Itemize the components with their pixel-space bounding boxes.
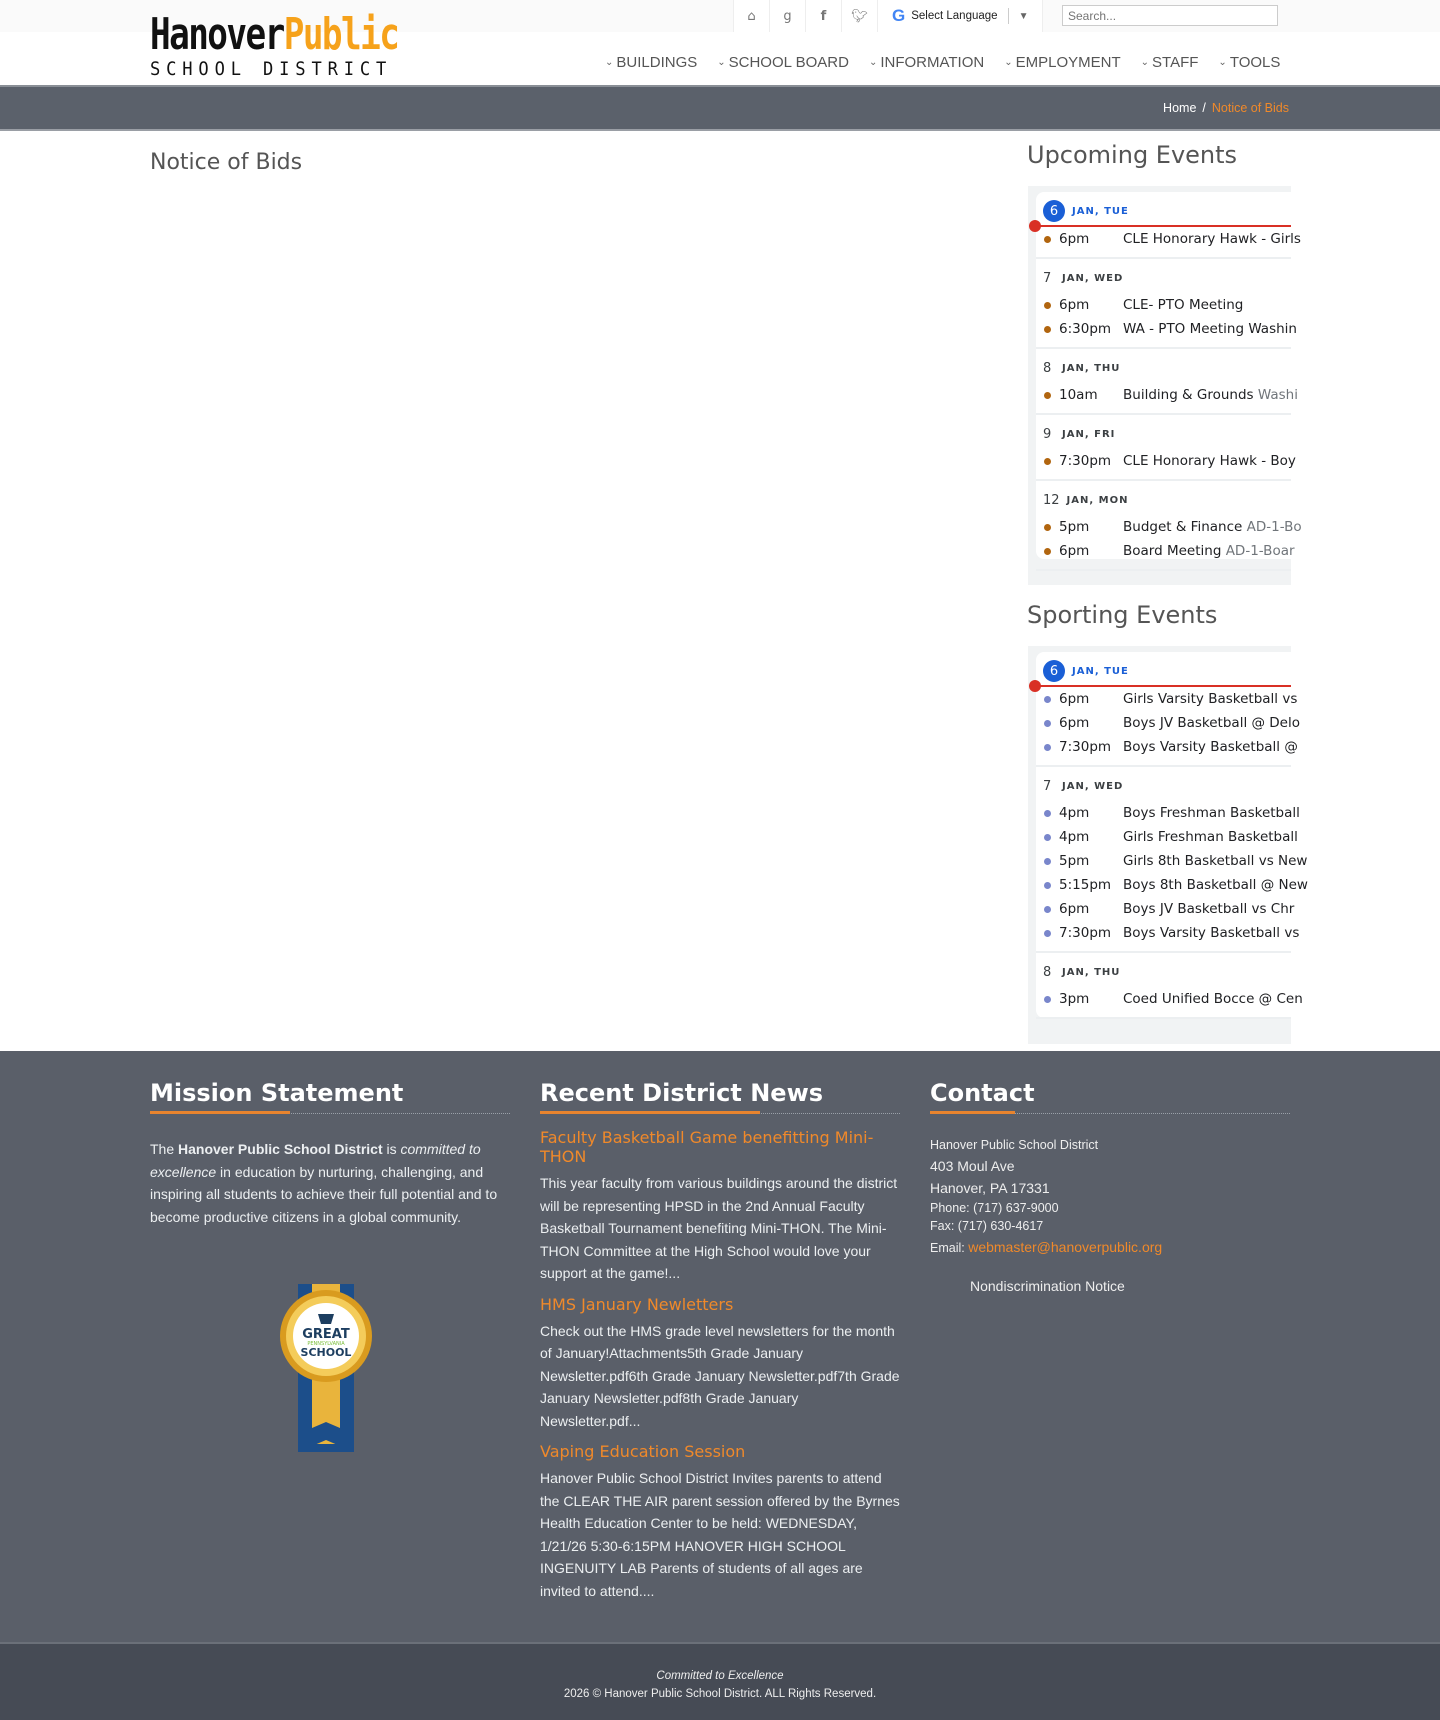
news-item-body: This year faculty from various buildings around the district will be representing HPSD in the 2nd Annual Faculty Basketball Tournament benefiting Mini-THON. The Mini-THON Committee at the High School would love your support at the game!... (540, 1175, 898, 1281)
event-name: CLE Honorary Hawk - Girls (1123, 231, 1301, 247)
nav-label: STAFF (1152, 54, 1199, 71)
event-name: Building & Grounds (1123, 387, 1254, 403)
event-name: Boys JV Basketball vs Chr (1123, 901, 1295, 917)
search-input[interactable] (1062, 5, 1278, 26)
event-time: 6pm (1059, 231, 1090, 247)
event-time: 7:30pm (1059, 925, 1112, 941)
calendar-event[interactable] (1036, 873, 1308, 897)
calendar-event[interactable] (1036, 515, 1302, 539)
mission-section (150, 1079, 510, 1359)
copyright: 2026 © Hanover Public School District. ALL Rights Reserved. (563, 1688, 877, 1700)
calendar-event[interactable] (1036, 801, 1300, 825)
nav-buildings[interactable] (605, 54, 697, 71)
calendar-day (1036, 259, 1297, 349)
event-location: Washi (1253, 387, 1298, 403)
event-dot-icon (1044, 810, 1051, 817)
event-time: 6pm (1059, 297, 1090, 313)
event-name: Boys Varsity Basketball @ (1123, 739, 1298, 755)
nav-label: BUILDINGS (616, 54, 698, 71)
calendar-day (1036, 415, 1296, 481)
contact-heading: Contact (930, 1079, 1290, 1114)
breadcrumb-bar (0, 85, 1440, 131)
calendar-event[interactable] (1036, 711, 1300, 735)
event-time: 4pm (1059, 829, 1090, 845)
event-dot-icon (1044, 458, 1051, 465)
current-time-indicator (1036, 225, 1291, 227)
event-dot-icon (1044, 696, 1051, 703)
contact-section (930, 1079, 1290, 1296)
calendar-day (1036, 481, 1302, 571)
main-nav (605, 54, 1280, 71)
utility-bar (733, 0, 1043, 32)
logo-subtitle: SCHOOL DISTRICT (150, 58, 393, 80)
calendar-event[interactable] (1036, 849, 1308, 873)
chevron-down-icon: ⌄ (868, 57, 878, 68)
divider (1008, 8, 1009, 24)
nondiscrimination-link[interactable]: Nondiscrimination Notice (970, 1278, 1125, 1294)
event-time: 10am (1059, 387, 1098, 403)
calendar-event[interactable] (1036, 383, 1298, 407)
event-dot-icon (1044, 236, 1051, 243)
twitter-icon[interactable]: 🐦︎ (842, 0, 878, 32)
dropdown-arrow-icon: ▼ (1018, 10, 1029, 22)
nav-tools[interactable] (1218, 54, 1280, 71)
event-name: Boys Freshman Basketball (1123, 805, 1300, 821)
day-number: 9 (1043, 426, 1052, 442)
breadcrumb-separator: / (1202, 101, 1206, 115)
sporting-events-heading: Sporting Events (1027, 601, 1218, 629)
calendar-event[interactable] (1036, 687, 1298, 711)
page-title: Notice of Bids (150, 150, 303, 175)
nav-label: EMPLOYMENT (1015, 54, 1121, 71)
current-time-indicator (1036, 685, 1291, 687)
calendar-card (1036, 652, 1308, 1018)
footer (0, 1051, 1440, 1642)
day-label: JAN, MON (1066, 494, 1129, 506)
event-dot-icon (1044, 326, 1051, 333)
upcoming-events-calendar[interactable] (1028, 186, 1302, 585)
calendar-day (1036, 192, 1301, 259)
calendar-card (1036, 192, 1302, 559)
upcoming-events-heading: Upcoming Events (1027, 141, 1238, 169)
district-name: Hanover Public School District (178, 1141, 383, 1157)
calendar-day (1036, 953, 1303, 1019)
event-dot-icon (1044, 302, 1051, 309)
copyright-bar (0, 1642, 1440, 1720)
news-item-body: Check out the HMS grade level newsletters for the month of January!Attachments5th Grade January Newsletter.pdf6th Grade January Newsletter.pdf7th Grade January Newsletter.pdf8th Grade January Newsletter.pdf... (540, 1322, 900, 1429)
day-label: JAN, THU (1062, 966, 1121, 978)
event-name: CLE- PTO Meeting (1123, 297, 1244, 313)
mission-heading: Mission Statement (150, 1079, 510, 1114)
language-label: Select Language (911, 10, 998, 22)
badge-line3: SCHOOL (300, 1346, 352, 1359)
contact-phone: Phone: (717) 637-9000 (930, 1200, 1059, 1215)
event-name: Coed Unified Bocce @ Cen (1123, 991, 1303, 1007)
contact-email-link[interactable]: webmaster@hanoverpublic.org (968, 1238, 1163, 1255)
event-time: 5:15pm (1059, 877, 1112, 893)
event-name: CLE Honorary Hawk - Boy (1123, 453, 1296, 469)
logo-word-hanover: Hanover (150, 9, 284, 60)
contact-org: Hanover Public School District (930, 1138, 1099, 1152)
event-time: 6:30pm (1059, 321, 1112, 337)
google-icon: G (892, 6, 906, 25)
day-number: 12 (1043, 492, 1060, 508)
text: is (382, 1141, 401, 1157)
event-time: 3pm (1059, 991, 1090, 1007)
day-label: JAN, WED (1062, 780, 1124, 792)
breadcrumb-home[interactable]: Home (1163, 101, 1197, 115)
calendar-event[interactable] (1036, 825, 1298, 849)
day-header (1036, 200, 1291, 222)
language-select[interactable] (878, 0, 1043, 32)
email-label: Email: (930, 1240, 969, 1255)
event-dot-icon (1044, 930, 1051, 937)
news-item-title[interactable]: HMS January Newletters (540, 1294, 734, 1314)
facebook-icon[interactable]: f (806, 0, 842, 32)
badge-line2: PENNSYLVANIA (307, 1341, 345, 1347)
day-number: 6 (1043, 200, 1065, 222)
nav-label: TOOLS (1229, 54, 1281, 71)
sporting-events-calendar[interactable] (1028, 646, 1308, 1044)
day-header (1036, 775, 1291, 797)
event-time: 6pm (1059, 715, 1090, 731)
news-item-title[interactable]: Faculty Basketball Game benefitting Mini-THON (540, 1128, 874, 1166)
nav-staff[interactable] (1141, 54, 1199, 71)
nav-label: SCHOOL BOARD (728, 54, 849, 71)
event-time: 6pm (1059, 691, 1090, 707)
calendar-event[interactable] (1036, 449, 1296, 473)
event-time: 5pm (1059, 853, 1090, 869)
day-header (1036, 357, 1291, 379)
contact-address-1[interactable]: 403 Moul Ave (930, 1157, 1015, 1174)
tagline: Committed to Excellence (656, 1670, 784, 1682)
event-name: Girls 8th Basketball vs New (1123, 853, 1308, 869)
nav-information[interactable] (869, 54, 984, 71)
calendar-event[interactable] (1036, 987, 1303, 1011)
emphasis: committed to excellence (150, 1141, 481, 1180)
event-name: Board Meeting (1123, 543, 1222, 559)
calendar-day (1036, 652, 1300, 767)
event-dot-icon (1044, 996, 1051, 1003)
logo[interactable] (150, 9, 402, 80)
event-dot-icon (1044, 744, 1051, 751)
chevron-down-icon: ⌄ (1004, 57, 1013, 68)
day-header (1036, 267, 1291, 289)
event-name: Boys JV Basketball @ Delo (1123, 715, 1300, 731)
event-name: Girls Varsity Basketball vs (1123, 691, 1298, 707)
news-heading: Recent District News (540, 1079, 900, 1114)
event-dot-icon (1044, 392, 1051, 399)
day-label: JAN, FRI (1062, 428, 1116, 440)
great-pa-school-badge (278, 1284, 374, 1454)
calendar-event[interactable] (1036, 539, 1295, 563)
day-number: 7 (1043, 778, 1052, 794)
event-time: 7:30pm (1059, 453, 1112, 469)
calendar-day (1036, 767, 1308, 953)
text: The (150, 1141, 179, 1157)
logo-word-public: Public (283, 9, 399, 60)
calendar-event[interactable] (1036, 317, 1297, 341)
event-dot-icon (1044, 524, 1051, 531)
event-name: Budget & Finance (1123, 519, 1243, 535)
calendar-event[interactable] (1036, 921, 1300, 945)
event-time: 7:30pm (1059, 739, 1112, 755)
event-time: 5pm (1059, 519, 1090, 535)
day-number: 6 (1043, 660, 1065, 682)
news-item-body: Hanover Public School District Invites parents to attend the CLEAR THE AIR parent session offered by the Byrnes Health Education Center to be held: WEDNESDAY, 1/21/26 5:30-6:15PM HANOVER HIGH SCHOOL INGENUITY LAB Parents of students of all ages are invited to attend.... (540, 1470, 900, 1599)
google-plus-icon[interactable]: g (770, 0, 806, 32)
event-time: 6pm (1059, 901, 1090, 917)
contact-fax: Fax: (717) 630-4617 (930, 1219, 1044, 1233)
event-time: 6pm (1059, 543, 1090, 559)
calendar-event[interactable] (1036, 227, 1301, 251)
badge-line1: GREAT (302, 1327, 350, 1342)
chevron-down-icon: ⌄ (1218, 57, 1227, 68)
calendar-event[interactable] (1036, 897, 1295, 921)
event-dot-icon (1044, 834, 1051, 841)
day-label: JAN, TUE (1072, 205, 1129, 217)
news-section (540, 1079, 900, 1602)
text: in education by nurturing, challenging, and inspiring all students to achieve their full potential and to become productive citizens in a global community. (150, 1163, 498, 1225)
calendar-event[interactable] (1036, 735, 1298, 759)
contact-address-2[interactable]: Hanover, PA 17331 (930, 1179, 1050, 1196)
day-label: JAN, TUE (1072, 665, 1129, 677)
chevron-down-icon: ⌄ (605, 57, 614, 68)
day-number: 7 (1043, 270, 1052, 286)
breadcrumb (1163, 101, 1289, 115)
calendar-day (1036, 349, 1298, 415)
breadcrumb-current: Notice of Bids (1211, 101, 1289, 115)
day-label: JAN, THU (1062, 362, 1121, 374)
day-header (1036, 423, 1291, 445)
nav-label: INFORMATION (880, 54, 985, 71)
event-name: Girls Freshman Basketball (1123, 829, 1298, 845)
day-number: 8 (1043, 964, 1052, 980)
nav-employment[interactable] (1004, 54, 1120, 71)
day-header (1036, 489, 1291, 511)
day-number: 8 (1043, 360, 1052, 376)
event-name: WA - PTO Meeting Washin (1123, 321, 1297, 337)
chevron-down-icon: ⌄ (1140, 57, 1150, 68)
event-name: Boys 8th Basketball @ New (1123, 877, 1308, 893)
nav-school-board[interactable] (717, 54, 849, 71)
news-item-title[interactable]: Vaping Education Session (540, 1442, 746, 1461)
event-dot-icon (1044, 858, 1051, 865)
event-dot-icon (1044, 882, 1051, 889)
day-header (1036, 961, 1291, 983)
event-name: Boys Varsity Basketball vs (1123, 925, 1300, 941)
event-time: 4pm (1059, 805, 1090, 821)
chevron-down-icon: ⌄ (717, 57, 726, 68)
home-icon[interactable]: ⌂ (734, 0, 770, 32)
event-location: AD-1-Bo (1242, 519, 1302, 535)
event-dot-icon (1044, 720, 1051, 727)
event-dot-icon (1044, 906, 1051, 913)
day-label: JAN, WED (1062, 272, 1124, 284)
event-dot-icon (1044, 548, 1051, 555)
calendar-event[interactable] (1036, 293, 1291, 317)
day-header (1036, 660, 1291, 682)
event-location: AD-1-Boar (1221, 543, 1295, 559)
mission-text (150, 1138, 510, 1228)
